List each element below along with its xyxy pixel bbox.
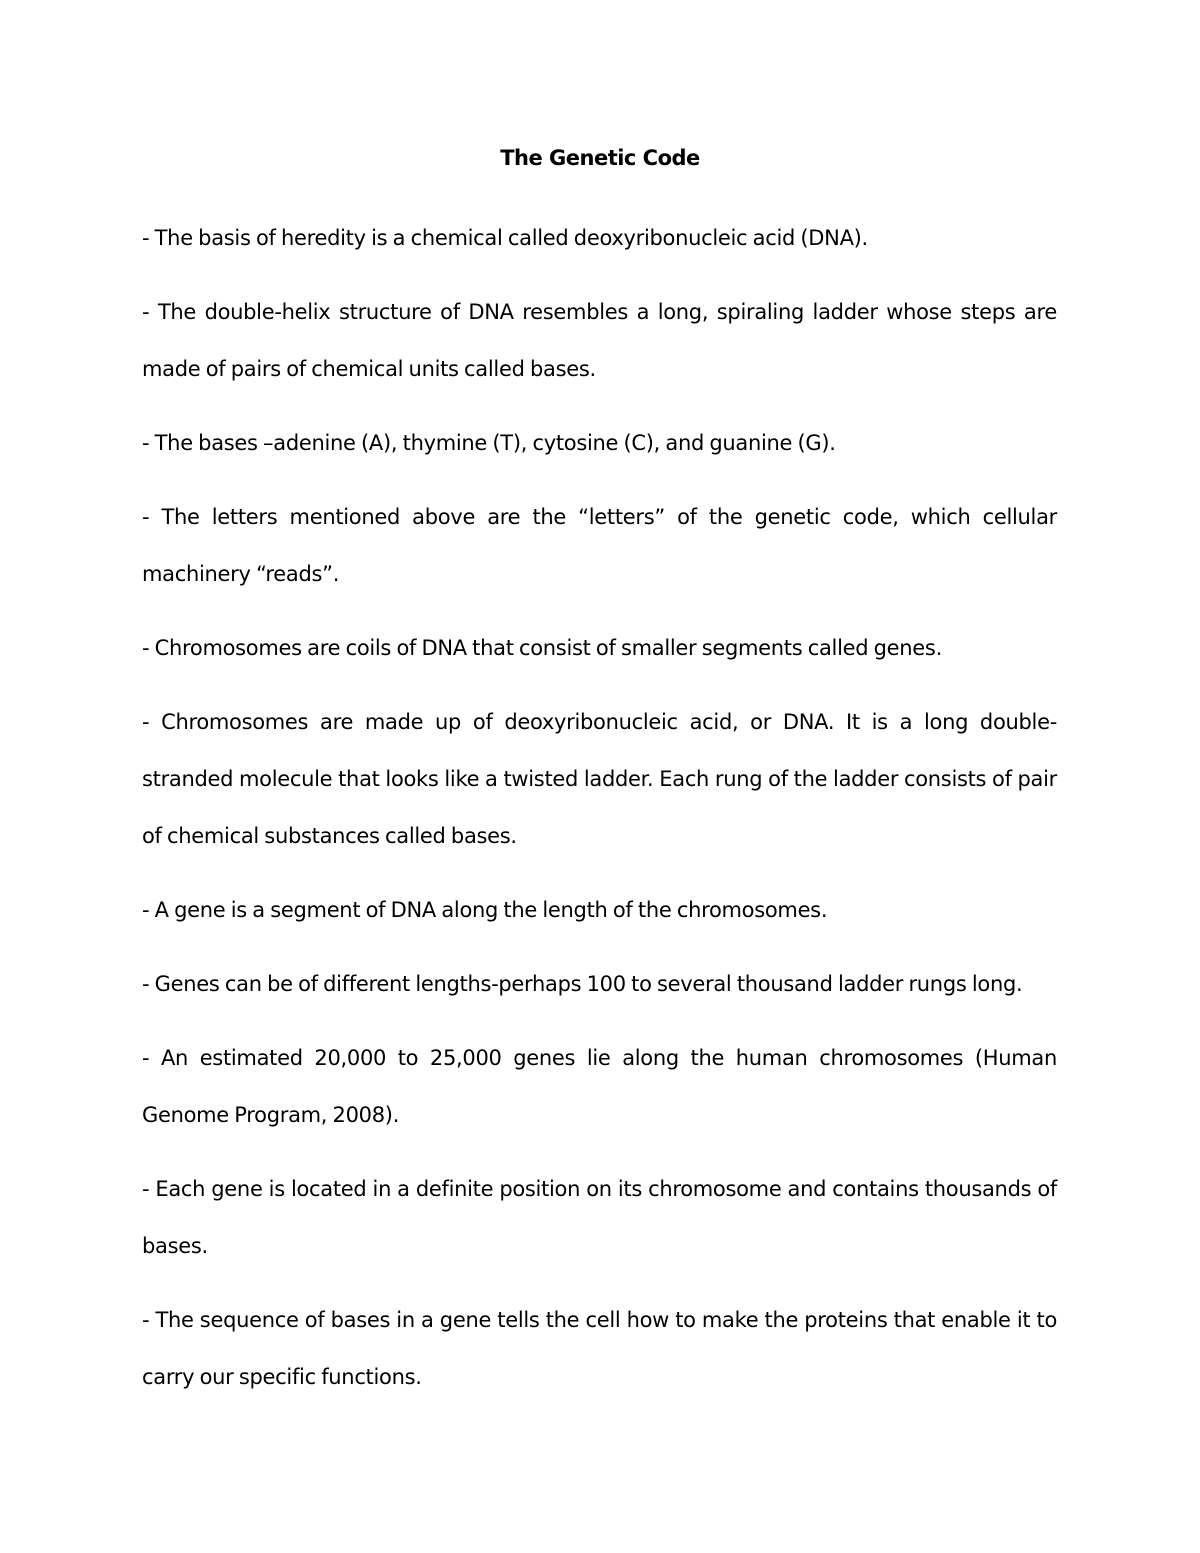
paragraph-gene-lengths: - Genes can be of different lengths-perhaps 100 to several thousand ladder rungs long. [142, 972, 1023, 996]
paragraph-letters: - The letters mentioned above are the “letters” of the genetic code, which cellular machinery “reads”. [142, 505, 1057, 586]
paragraph-bases: - The bases –adenine (A), thymine (T), cytosine (C), and guanine (G). [142, 431, 836, 455]
paragraph-double-helix: - The double-helix structure of DNA resembles a long, spiraling ladder whose steps are made of pairs of chemical units called bases. [142, 300, 1057, 381]
paragraph-gene-count: - An estimated 20,000 to 25,000 genes lie along the human chromosomes (Human Genome Program, 2008). [142, 1046, 1057, 1127]
paragraph-chromosome-structure: - Chromosomes are made up of deoxyribonucleic acid, or DNA. It is a long double-stranded molecule that looks like a twisted ladder. Each rung of the ladder consists of pair of chemical substances called bases. [142, 710, 1057, 848]
paragraph-heredity-basis: - The basis of heredity is a chemical called deoxyribonucleic acid (DNA). [142, 226, 868, 250]
document-body [142, 210, 1057, 1423]
paragraph-chromosome-coils: - Chromosomes are coils of DNA that consist of smaller segments called genes. [142, 636, 942, 660]
paragraph-base-sequence: - The sequence of bases in a gene tells the cell how to make the proteins that enable it to carry our specific functions. [142, 1308, 1057, 1389]
page-title: The Genetic Code [500, 146, 700, 170]
paragraph-gene-definition: - A gene is a segment of DNA along the length of the chromosomes. [142, 898, 828, 922]
paragraph-gene-position: - Each gene is located in a definite position on its chromosome and contains thousands of bases. [142, 1177, 1057, 1258]
